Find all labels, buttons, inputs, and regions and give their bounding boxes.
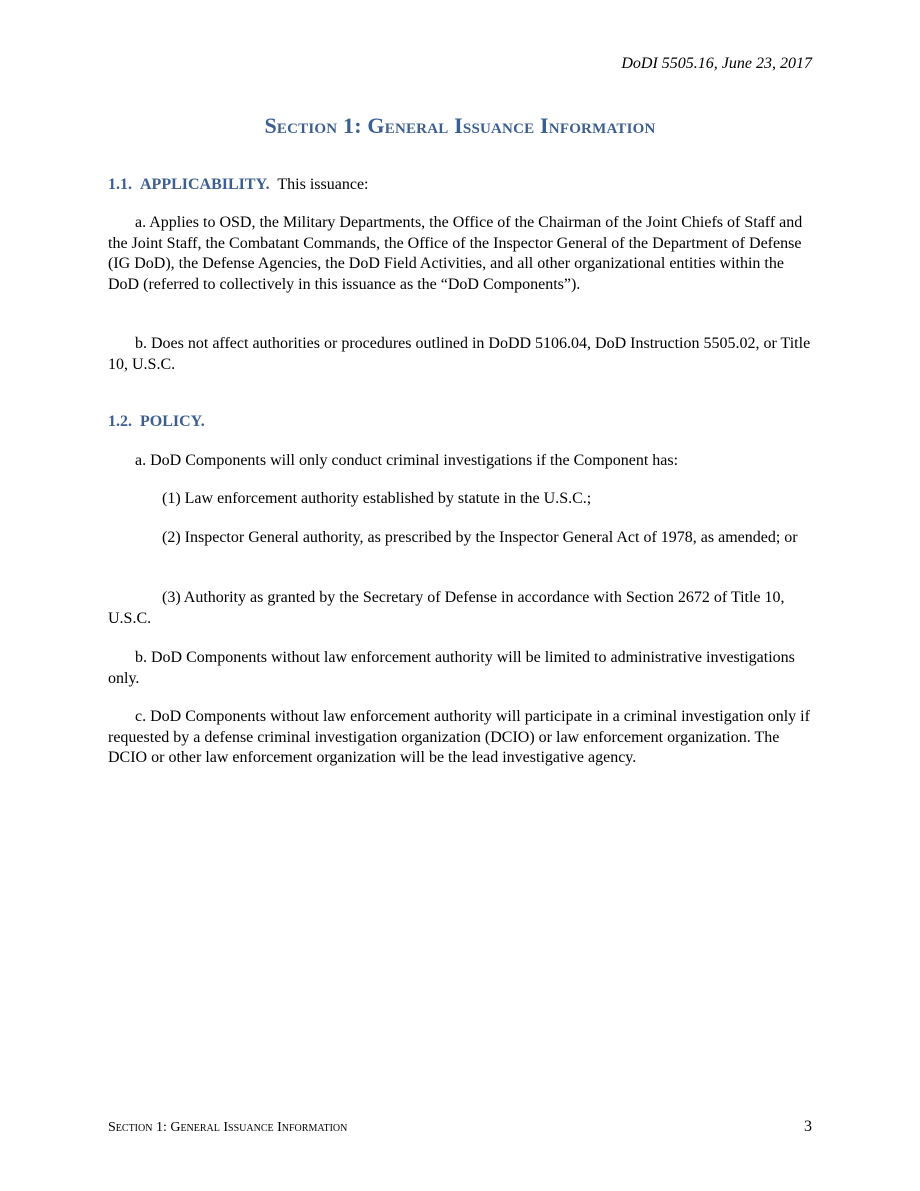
heading-1-1-title: APPLICABILITY. [140,176,270,193]
paragraph-1-2-c: c. DoD Components without law enforcement authority will participate in a criminal investigation only if requested by a defense criminal investigation organization (DCIO) or law enforcement organization. The DCIO or other law enforcement organization will be the lead investigative agency. [108,708,810,766]
heading-1-2 [108,412,812,433]
heading-1-2-title: POLICY. [140,413,205,430]
paragraph-1-1-b: b. Does not affect authorities or procedures outlined in DoDD 5106.04, DoD Instruction 5505.02, or Title 10, U.S.C. [108,335,811,373]
footer-page-number: 3 [804,1118,812,1135]
section-title: Section 1: General Issuance Information [264,113,656,138]
heading-1-1 [108,175,812,196]
paragraph-1-1-a: a. Applies to OSD, the Military Departments, the Office of the Chairman of the Joint Chiefs of Staff and the Joint Staff, the Combatant Commands, the Office of the Inspector General of the Department of Defense (IG DoD), the Defense Agencies, the DoD Field Activities, and all other organizational entities within the DoD (referred to collectively in this issuance as the “DoD Components”). [108,214,803,293]
paragraph-1-2-a: a. DoD Components will only conduct criminal investigations if the Component has: [135,452,679,469]
heading-1-1-number: 1.1. [108,176,132,193]
paragraph-1-2-a-2: (2) Inspector General authority, as prescribed by the Inspector General Act of 1978, as amended; or [162,529,798,546]
heading-1-1-intro: This issuance: [277,176,369,193]
paragraph-1-2-a-3: (3) Authority as granted by the Secretary of Defense in accordance with Section 2672 of Title 10, U.S.C. [108,589,785,627]
heading-1-2-number: 1.2. [108,413,132,430]
running-header: DoDI 5505.16, June 23, 2017 [621,55,812,72]
paragraph-1-2-a-1: (1) Law enforcement authority established by statute in the U.S.C.; [162,490,592,507]
paragraph-1-2-b: b. DoD Components without law enforcement authority will be limited to administrative investigations only. [108,649,795,687]
footer-section-label: Section 1: General Issuance Information [108,1120,348,1135]
